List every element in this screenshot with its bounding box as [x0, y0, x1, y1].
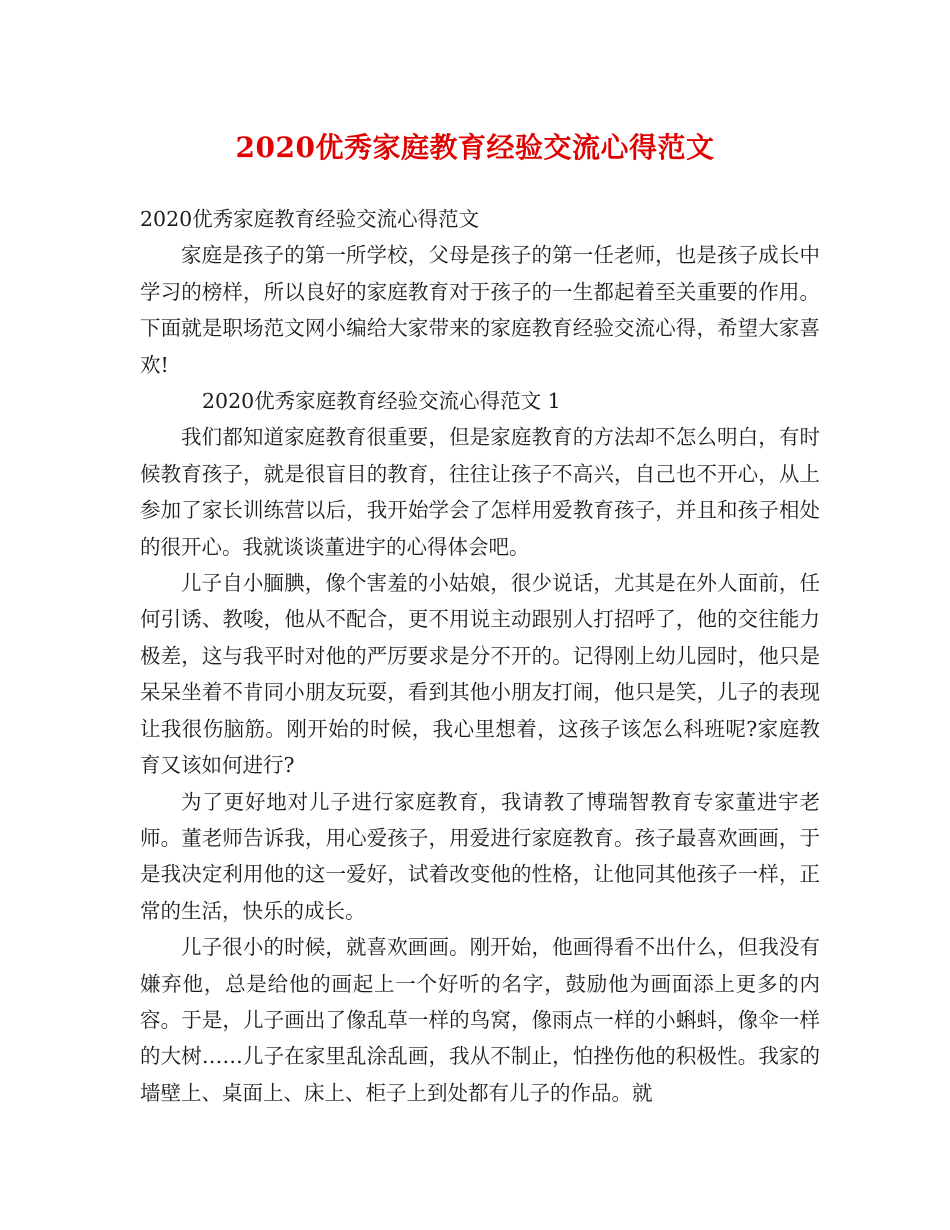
document-title: 2020优秀家庭教育经验交流心得范文 [235, 131, 715, 164]
intro-paragraph: 家庭是孩子的第一所学校，父母是孩子的第一任老师，也是孩子成长中学习的榜样，所以良好的家庭教育对于孩子的一生都起着至关重要的作用。下面就是职场范文网小编给大家带来的家庭教育经验交流心得，希望大家喜欢! [140, 243, 820, 377]
body-paragraph: 我们都知道家庭教育很重要，但是家庭教育的方法却不怎么明白，有时候教育孩子，就是很盲目的教育，往往让孩子不高兴，自己也不开心，从上参加了家长训练营以后，我开始学会了怎样用爱教育孩子，并且和孩子相处的很开心。我就谈谈董进宇的心得体会吧。 [140, 425, 820, 559]
body-paragraph: 为了更好地对儿子进行家庭教育，我请教了博瑞智教育专家董进宇老师。董老师告诉我，用心爱孩子，用爱进行家庭教育。孩子最喜欢画画，于是我决定利用他的这一爱好，试着改变他的性格，让他同其他孩子一样，正常的生活，快乐的成长。 [140, 789, 820, 923]
body-paragraph: 儿子自小腼腆，像个害羞的小姑娘，很少说话，尤其是在外人面前，任何引诱、教唆，他从不配合，更不用说主动跟别人打招呼了，他的交往能力极差，这与我平时对他的严厉要求是分不开的。记得刚上幼儿园时，他只是呆呆坐着不肯同小朋友玩耍，看到其他小朋友打闹，他只是笑，儿子的表现让我很伤脑筋。刚开始的时候，我心里想着，这孩子该怎么科班呢?家庭教育又该如何进行? [140, 571, 820, 778]
subtitle-line: 2020优秀家庭教育经验交流心得范文 [140, 207, 480, 231]
body-paragraph: 儿子很小的时候，就喜欢画画。刚开始，他画得看不出什么，但我没有嫌弃他，总是给他的画起上一个好听的名字，鼓励他为画面添上更多的内容。于是，儿子画出了像乱草一样的鸟窝，像雨点一样的小蝌蚪，像伞一样的大树……儿子在家里乱涂乱画，我从不制止，怕挫伤他的积极性。我家的墙壁上、桌面上、床上、柜子上到处都有儿子的作品。就 [140, 935, 820, 1105]
section-heading: 2020优秀家庭教育经验交流心得范文 1 [202, 389, 561, 414]
document-body [140, 201, 820, 1111]
